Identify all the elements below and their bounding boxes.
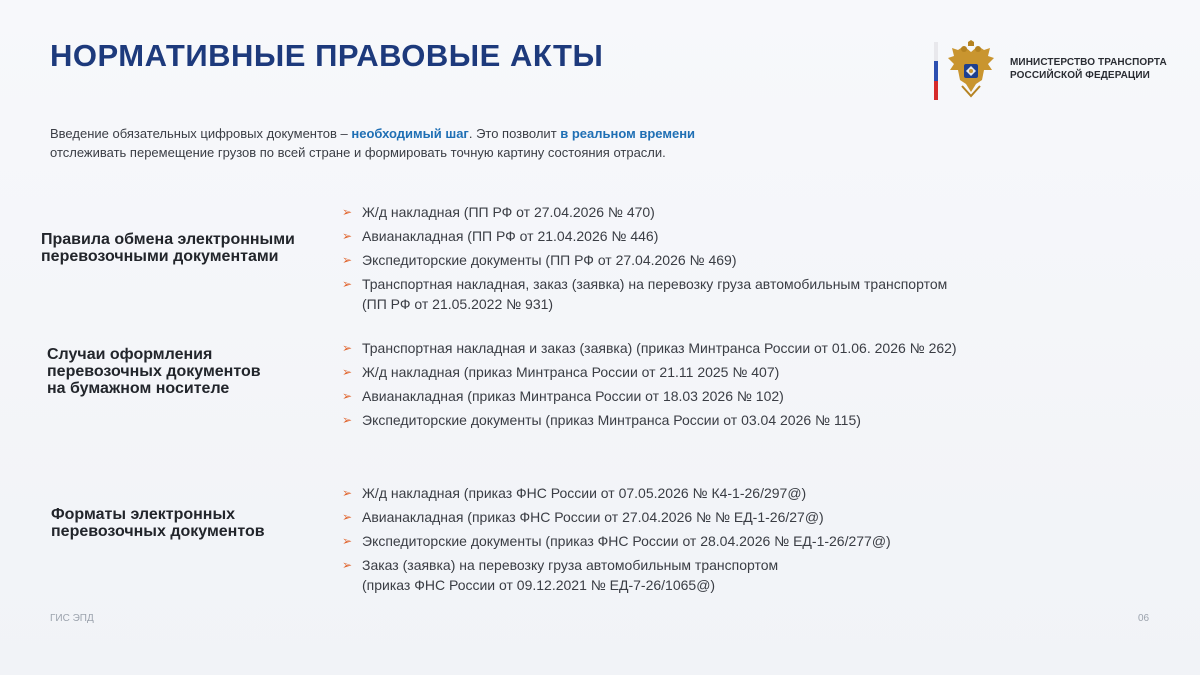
list-item: ➢ Ж/д накладная (приказ Минтранса России от 21.11 2025 № 407): [342, 364, 780, 380]
intro-paragraph: [50, 124, 750, 162]
arrow-bullet-icon: ➢: [342, 486, 353, 500]
section-list-rules: [340, 202, 947, 318]
arrow-bullet-icon: ➢: [342, 365, 353, 379]
list-item: ➢ Транспортная накладная, заказ (заявка) на перевозку груза автомобильным транспортом (ПП РФ от 21.05.2022 № 931): [342, 276, 948, 312]
list-item: ➢ Транспортная накладная и заказ (заявка) (приказ Минтранса России от 01.06. 2026 № 262): [342, 340, 957, 356]
intro-text-part1: Введение обязательных цифровых документов –: [50, 126, 352, 141]
ministry-name: [1010, 56, 1167, 82]
section-heading-line: Форматы электронных: [51, 506, 236, 523]
section-heading-paper: [47, 346, 261, 397]
arrow-bullet-icon: ➢: [342, 253, 353, 267]
section-heading-rules: [41, 231, 295, 265]
ministry-name-line1: МИНИСТЕРСТВО ТРАНСПОРТА: [1010, 57, 1167, 68]
section-heading-line: перевозочных документов: [47, 363, 261, 380]
arrow-bullet-icon: ➢: [342, 389, 353, 403]
section-heading-line: Случаи оформления: [47, 346, 213, 363]
list-item: ➢ Экспедиторские документы (приказ ФНС России от 28.04.2026 № ЕД-1-26/277@): [342, 533, 891, 549]
arrow-bullet-icon: ➢: [342, 205, 353, 219]
footer-label: ГИС ЭПД: [50, 613, 94, 624]
page-title: НОРМАТИВНЫЕ ПРАВОВЫЕ АКТЫ: [50, 38, 604, 73]
list-item: ➢ Экспедиторские документы (приказ Минтранса России от 03.04 2026 № 115): [342, 412, 861, 428]
russian-flag-stripe: [934, 42, 938, 100]
list-item: ➢ Авианакладная (приказ Минтранса России от 18.03 2026 № 102): [342, 388, 784, 404]
arrow-bullet-icon: ➢: [342, 341, 353, 355]
section-heading-line: перевозочными документами: [41, 248, 279, 265]
arrow-bullet-icon: ➢: [342, 558, 353, 572]
section-list-paper: [340, 338, 957, 434]
list-item: ➢ Авианакладная (ПП РФ от 21.04.2026 № 446): [342, 228, 659, 244]
list-item: ➢ Экспедиторские документы (ПП РФ от 27.04.2026 № 469): [342, 252, 737, 268]
list-item: ➢ Авианакладная (приказ ФНС России от 27.04.2026 № № ЕД-1-26/27@): [342, 509, 824, 525]
list-item: ➢ Ж/д накладная (ПП РФ от 27.04.2026 № 470): [342, 204, 655, 220]
section-heading-line: перевозочных документов: [51, 523, 265, 540]
page-number: 06: [1138, 613, 1150, 624]
arrow-bullet-icon: ➢: [342, 534, 353, 548]
arrow-bullet-icon: ➢: [342, 277, 353, 291]
intro-highlight-2: в реальном времени: [560, 126, 696, 141]
intro-highlight-1: необходимый шаг: [351, 126, 469, 141]
coat-of-arms-icon: [944, 40, 998, 100]
intro-text-part3: отслеживать перемещение грузов по всей стране и формировать точную картину состояния отрасли.: [50, 145, 666, 160]
arrow-bullet-icon: ➢: [342, 510, 353, 524]
list-item: ➢ Заказ (заявка) на перевозку груза автомобильным транспортом (приказ ФНС России от 09.12.2021 № ЕД-7-26/1065@): [342, 557, 779, 593]
section-heading-line: Правила обмена электронными: [41, 231, 295, 248]
list-item: ➢ Ж/д накладная (приказ ФНС России от 07.05.2026 № К4-1-26/297@): [342, 485, 807, 501]
intro-text-part2: . Это позволит: [468, 126, 561, 141]
arrow-bullet-icon: ➢: [342, 229, 353, 243]
ministry-name-line2: РОССИЙСКОЙ ФЕДЕРАЦИИ: [1010, 70, 1150, 81]
section-heading-formats: [51, 506, 265, 540]
section-list-formats: [340, 483, 891, 599]
arrow-bullet-icon: ➢: [342, 413, 353, 427]
ministry-logo-block: [930, 40, 1170, 100]
section-heading-line: на бумажном носителе: [47, 380, 230, 397]
